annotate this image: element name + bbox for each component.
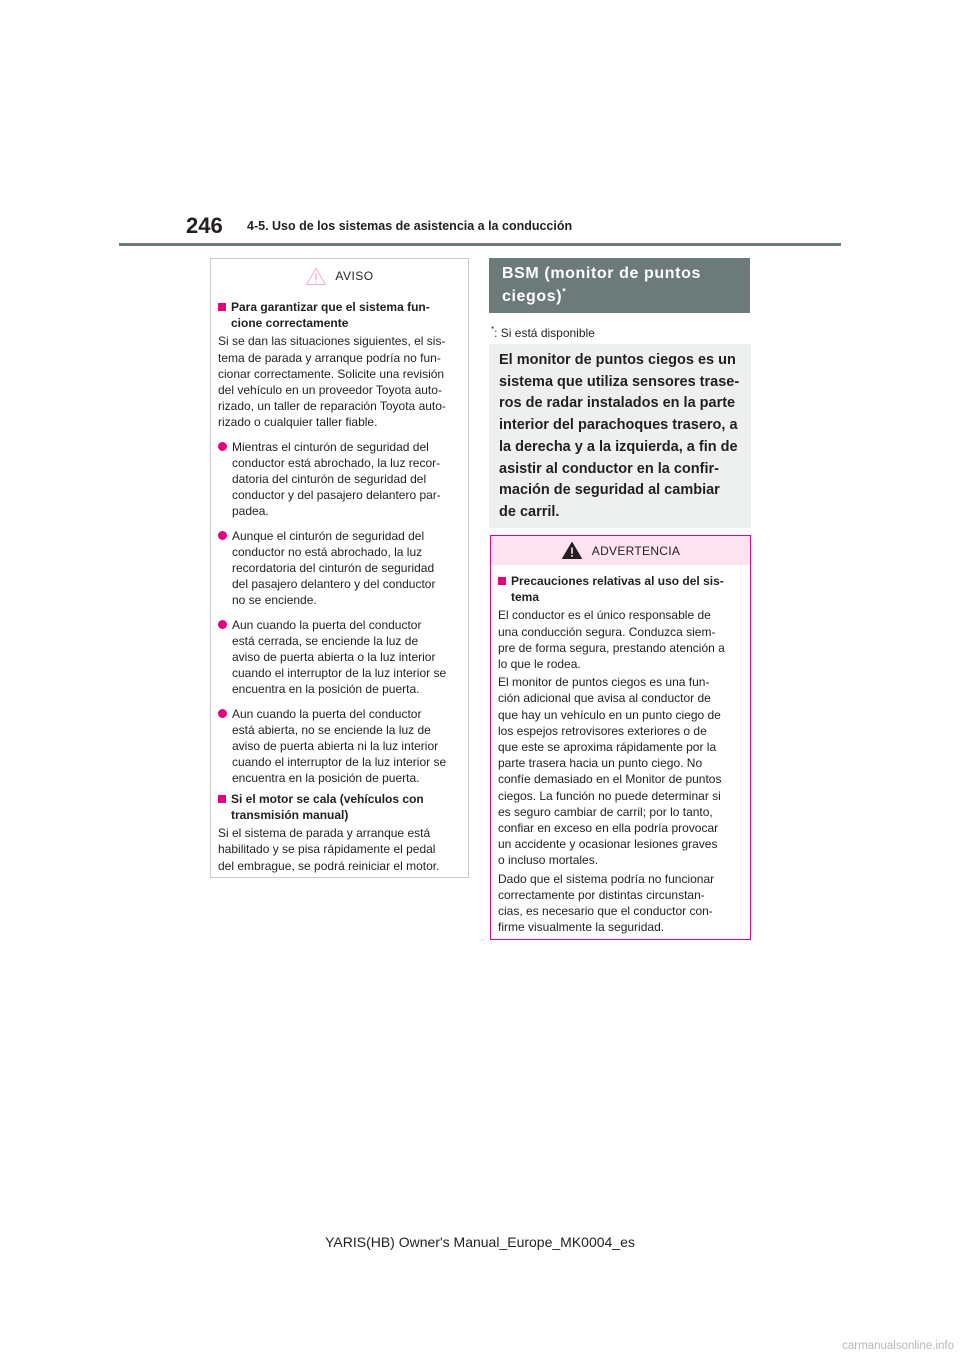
square-bullet-icon xyxy=(498,577,506,585)
aviso-box xyxy=(210,258,469,878)
aviso-body xyxy=(211,291,468,874)
bsm-title-text: ciegos) xyxy=(502,288,563,305)
subsection-heading-text: Precauciones relativas al uso del sis- tema xyxy=(511,574,724,605)
paragraph: El monitor de puntos ciegos es una fun- ción adicional que avisa al conductor de que hay un vehículo en un punto ciego de los espejos retrovisores exteriores o de que este se aproxima rápidamente por la parte trasera hacia un punto ciego. No confíe demasiado en el Monitor de puntos ciegos. La función no puede determinar si es seguro cambiar de carril; por lo tanto, confiar en exceso en ella podría provocar un accidente y ocasionar lesiones graves o incluso mortales. xyxy=(498,675,722,868)
subsection-heading xyxy=(218,299,459,331)
advertencia-body xyxy=(491,565,750,935)
square-bullet-icon xyxy=(218,303,226,311)
advertencia-label: ADVERTENCIA xyxy=(591,543,681,558)
bsm-title-mark: * xyxy=(562,286,567,297)
site-watermark: carmanualsonline.info xyxy=(842,1340,954,1352)
paragraph: El conductor es el único responsable de una conducción segura. Conduzca siem- pre de forma segura, prestando atención a lo que le rodea. xyxy=(498,608,725,672)
list-item xyxy=(218,439,459,520)
subsection-heading xyxy=(218,791,459,823)
warning-triangle-icon xyxy=(561,541,583,560)
paragraph: Si se dan las situaciones siguientes, el sis- tema de parada y arranque podría no fun- cionar correctamente. Solicite una revisión del vehículo en un proveedor Toyota auto- rizado, un taller de reparación Toyota auto- rizado o cualquier taller fiable. xyxy=(218,334,446,430)
list-item-text: Mientras el cinturón de seguridad del conductor está abrochado, la luz recor- datoria del cinturón de seguridad del conductor y del pasajero delantero par- padea. xyxy=(232,439,441,519)
availability-footnote xyxy=(491,325,595,340)
footnote-text: : Si está disponible xyxy=(494,326,595,340)
round-bullet-icon xyxy=(218,709,227,718)
page-number: 246 xyxy=(186,213,223,238)
round-bullet-icon xyxy=(218,620,227,629)
header-rule xyxy=(119,243,841,246)
list-item xyxy=(218,706,459,787)
list-item-text: Aun cuando la puerta del conductor está abierta, no se enciende la luz de aviso de puerta abierta ni la luz interior cuando el interruptor de la luz interior se encuentra en la posición de puerta. xyxy=(232,706,447,786)
paragraph: Si el sistema de parada y arranque está habilitado y se pisa rápidamente el pedal del embrague, se podrá reiniciar el motor. xyxy=(218,826,440,873)
round-bullet-icon xyxy=(218,442,227,451)
paragraph: Dado que el sistema podría no funcionar correctamente por distintas circunstan- cias, es necesario que el conductor con- firme visualmente la seguridad. xyxy=(498,871,715,935)
subsection-heading-text: Si el motor se cala (vehículos con transmisión manual) xyxy=(231,791,424,822)
advertencia-box xyxy=(490,535,751,940)
list-item xyxy=(218,528,459,609)
bsm-title-line2 xyxy=(502,285,739,308)
list-item-text: Aun cuando la puerta del conductor está cerrada, se enciende la luz de aviso de puerta abierta o la luz interior cuando el interruptor de la luz interior se encuentra en la posición de puerta. xyxy=(232,617,447,697)
section-title: 4-5. Uso de los sistemas de asistencia a la conducción xyxy=(247,219,573,233)
list-item-text: Aunque el cinturón de seguridad del conductor no está abrochado, la luz recordatoria del cinturón de seguridad del pasajero delantero y del conductor no se enciende. xyxy=(232,528,436,608)
bsm-title-line1: BSM (monitor de puntos xyxy=(502,265,701,282)
subsection-heading xyxy=(498,573,742,605)
square-bullet-icon xyxy=(218,795,226,803)
aviso-label: AVISO xyxy=(335,269,374,283)
aviso-header xyxy=(211,261,468,291)
subsection-heading-text: Para garantizar que el sistema fun- cione correctamente xyxy=(231,300,430,331)
list-item xyxy=(218,617,459,698)
round-bullet-icon xyxy=(218,531,227,540)
manual-footer: YARIS(HB) Owner's Manual_Europe_MK0004_es xyxy=(325,1234,635,1250)
bsm-summary: El monitor de puntos ciegos es un sistema que utiliza sensores trase- ros de radar instalados en la parte interior del parachoques trasero, a la derecha y a la izquierda, a fin de asistir al conductor en la confir- mación de seguridad al cambiar de carril. xyxy=(489,344,751,528)
bsm-title xyxy=(489,258,750,313)
advertencia-header xyxy=(491,536,750,565)
footnote-mark: * xyxy=(491,325,495,334)
caution-triangle-icon xyxy=(305,267,327,286)
